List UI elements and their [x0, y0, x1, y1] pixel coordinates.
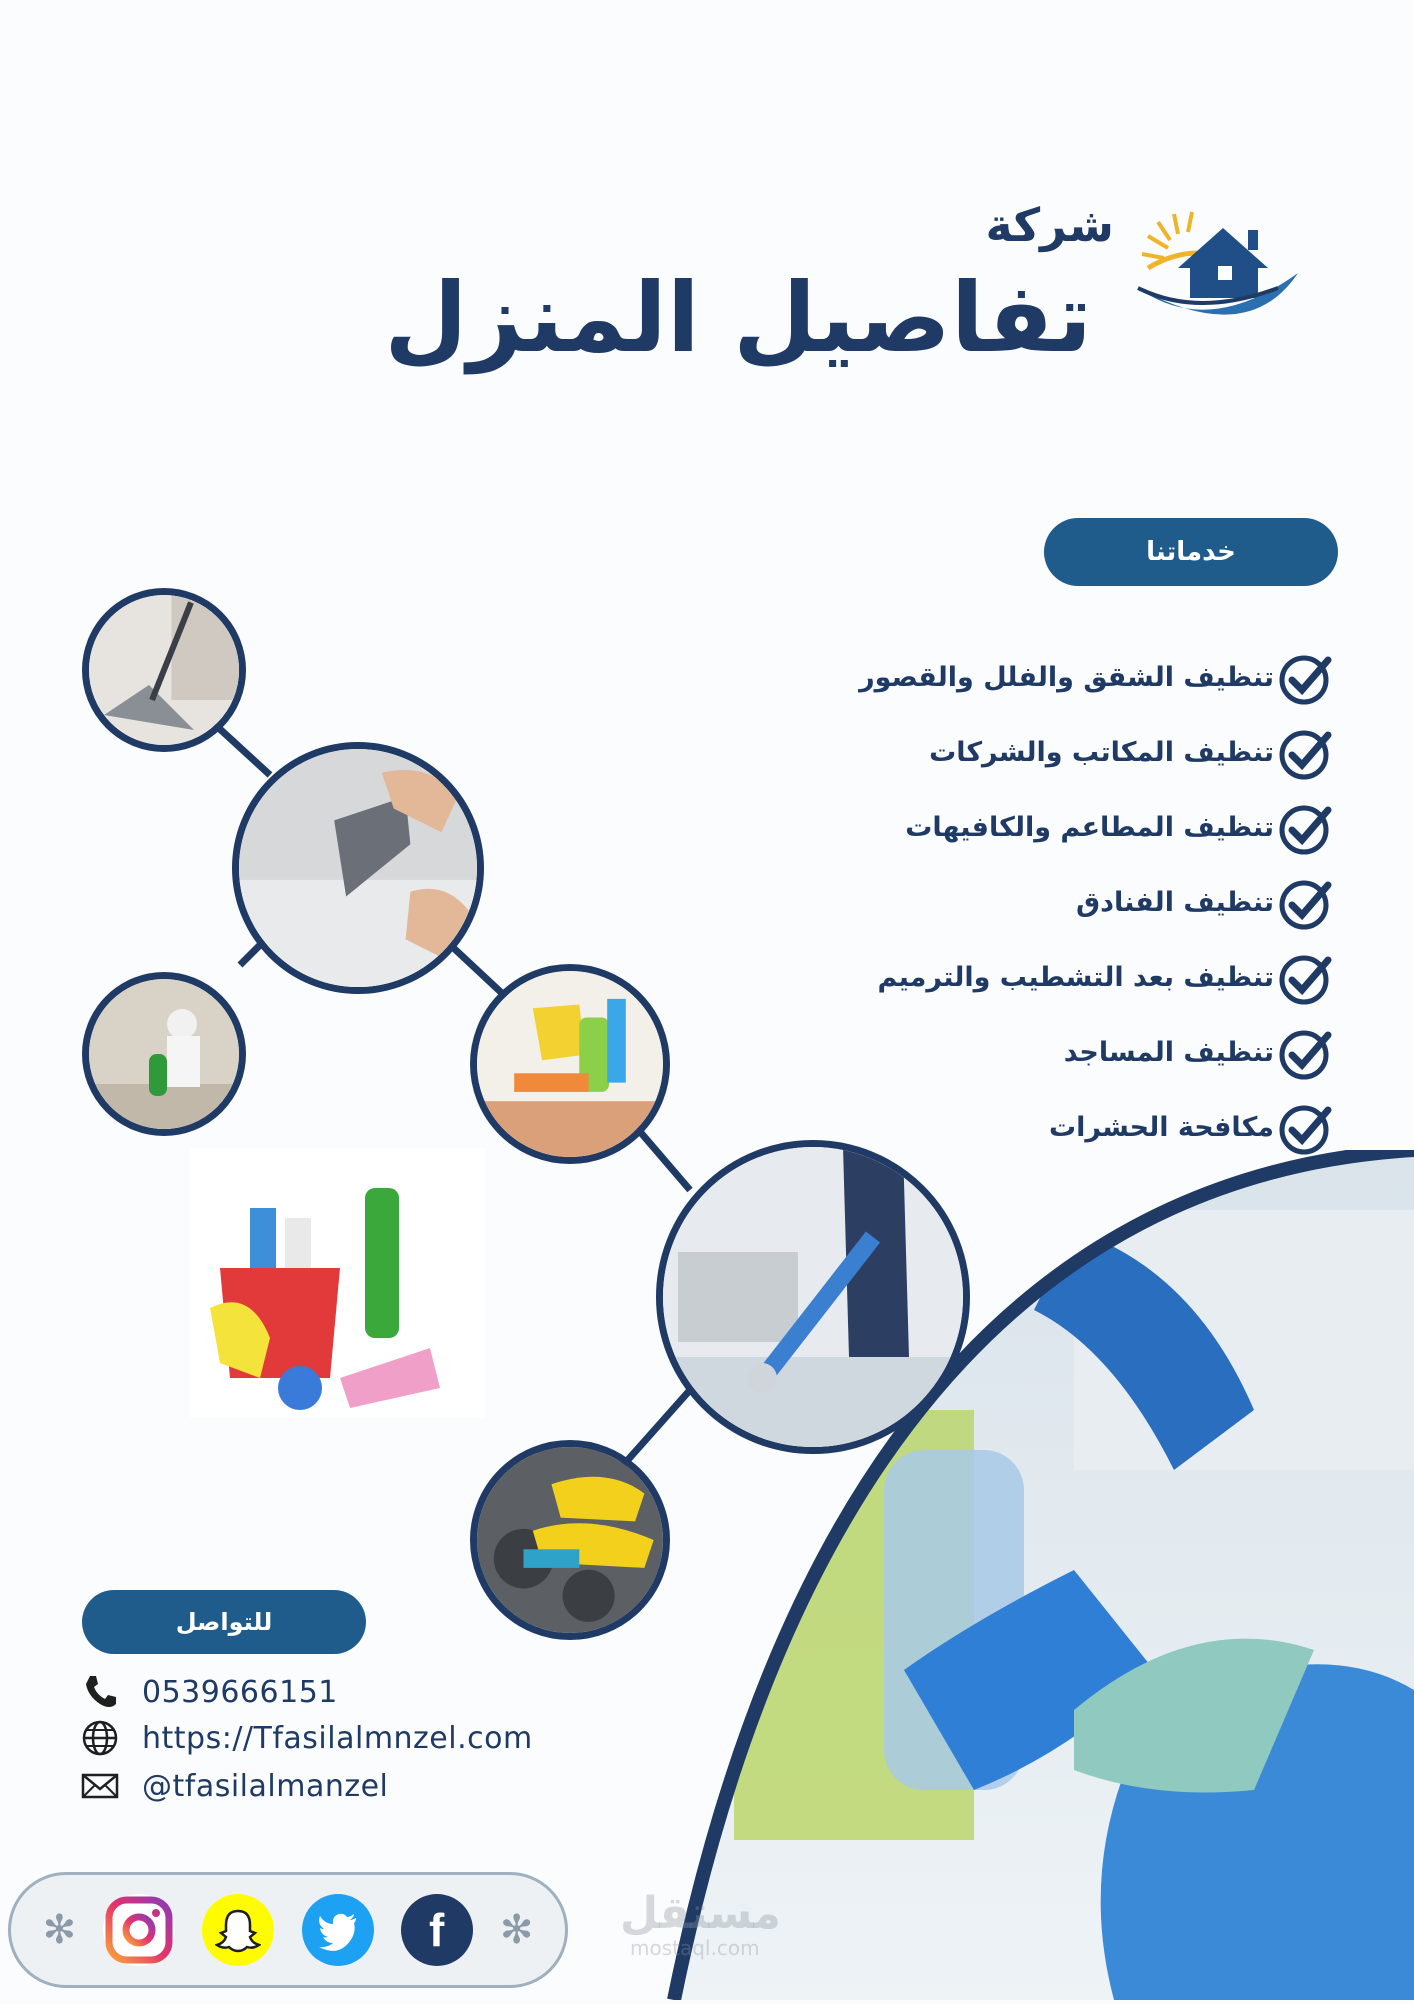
watermark: مستقل [620, 1888, 781, 1939]
contact-email[interactable] [80, 1766, 388, 1806]
contact-phone[interactable] [80, 1672, 338, 1712]
flower-ornament-icon: ✻ [499, 1907, 534, 1953]
sofa-cleaning-photo [232, 742, 484, 994]
service-label: تنظيف بعد التشطيب والترميم [877, 962, 1274, 993]
service-label: تنظيف المساجد [1063, 1037, 1274, 1068]
contact-title: للتواصل [82, 1590, 366, 1654]
snapchat-icon[interactable] [202, 1894, 274, 1966]
flower-ornament-icon: ✻ [42, 1907, 77, 1953]
vacuum-photo [82, 588, 246, 752]
floor-polishing-photo [656, 1140, 970, 1454]
stove-cleaning-photo [470, 1440, 670, 1640]
service-label: تنظيف الفنادق [1075, 887, 1274, 918]
company-prefix: شركة [985, 198, 1114, 252]
twitter-icon[interactable] [302, 1894, 374, 1966]
instagram-icon[interactable] [103, 1894, 175, 1966]
contact-website[interactable] [80, 1718, 533, 1758]
social-bar [8, 1872, 568, 1988]
service-label: مكافحة الحشرات [1049, 1112, 1274, 1143]
company-name: تفاصيل المنزل [384, 262, 1092, 374]
globe-icon [80, 1718, 120, 1758]
facebook-icon[interactable]: f [401, 1894, 473, 1966]
website-link: https://Tfasilalmnzel.com [142, 1720, 533, 1756]
cleaning-bucket-illustration [190, 1148, 486, 1418]
services-title: خدماتنا [1044, 518, 1338, 586]
service-label: تنظيف المكاتب والشركات [929, 737, 1274, 768]
pest-control-photo [82, 972, 246, 1136]
social-handle: @tfasilalmanzel [142, 1768, 389, 1804]
cleaning-supplies-photo [470, 964, 670, 1164]
watermark-url: mostaql.com [630, 1936, 760, 1960]
phone-icon [80, 1672, 120, 1712]
service-label: تنظيف المطاعم والكافيهات [905, 812, 1274, 843]
service-label: تنظيف الشقق والفلل والقصور [859, 662, 1274, 693]
phone-number: 0539666151 [142, 1674, 338, 1710]
envelope-icon [80, 1766, 120, 1806]
